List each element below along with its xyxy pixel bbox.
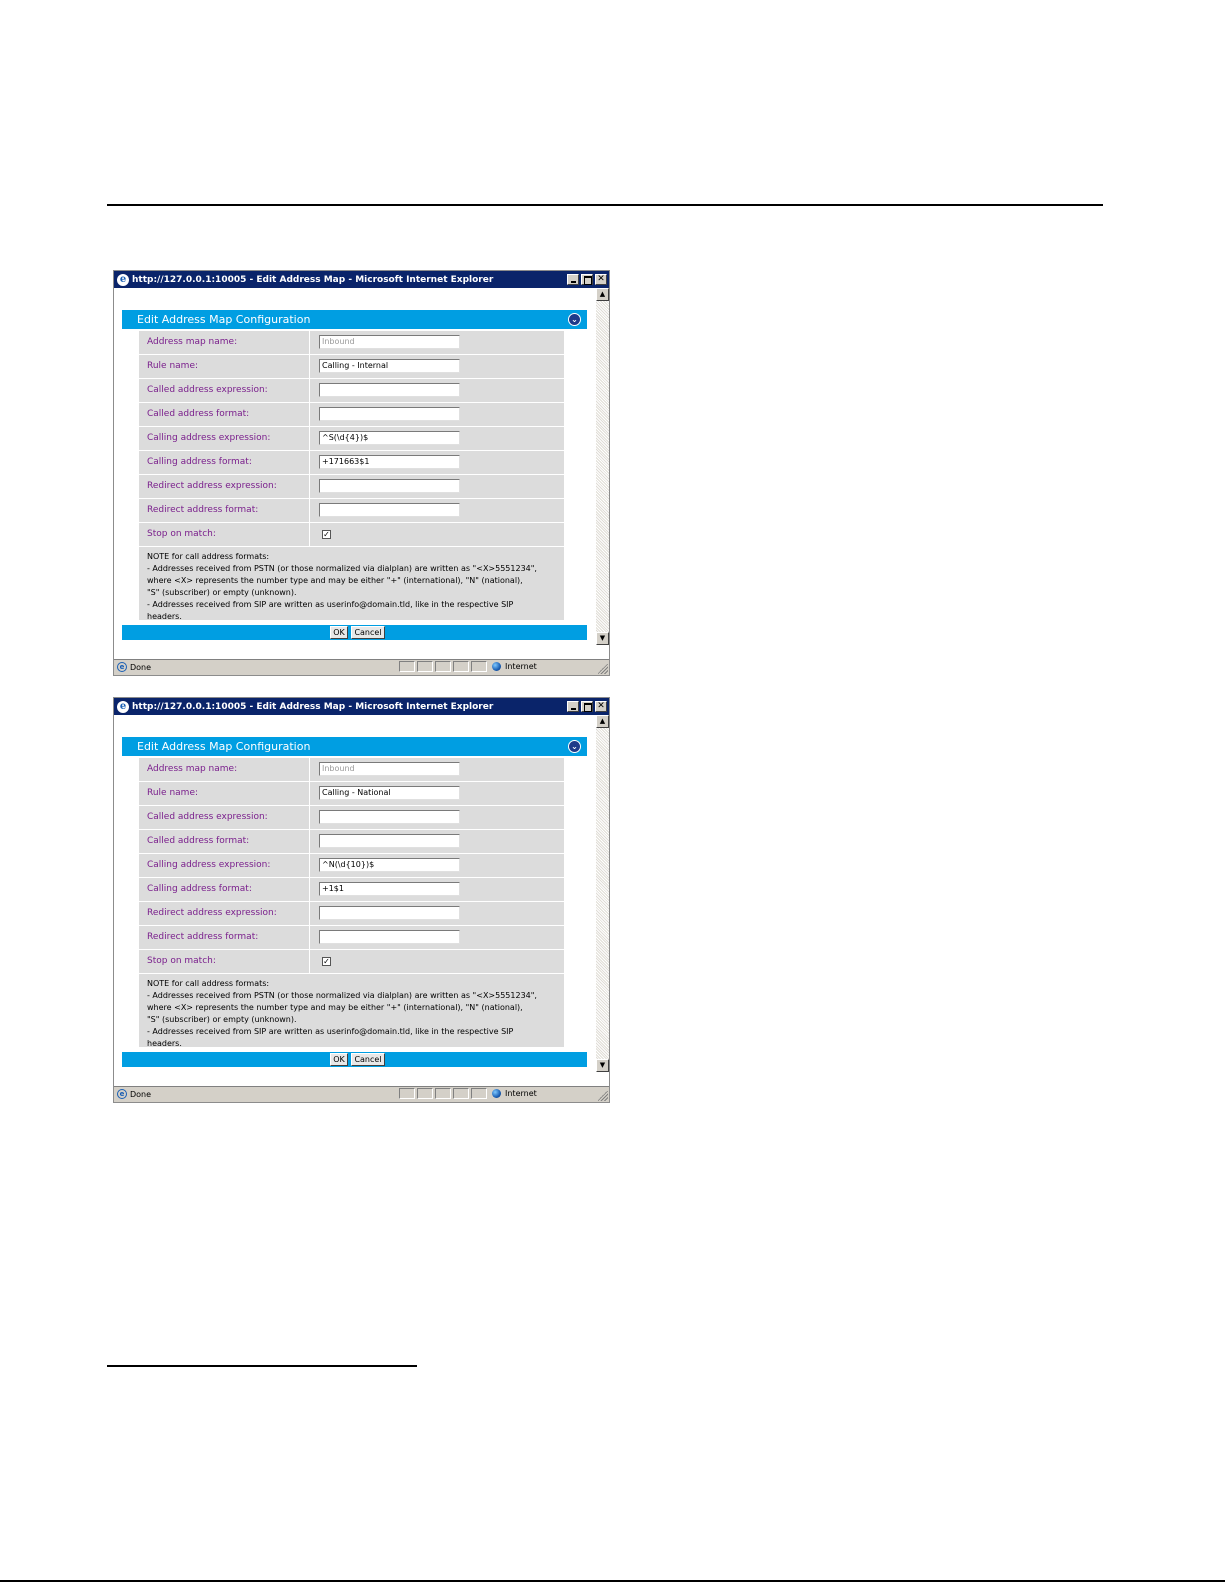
security-zone [492,1089,537,1098]
column-divider [309,926,310,949]
status-panel [417,1088,433,1099]
calling-address-expression-input[interactable]: ^N(\d{10})$ [319,858,460,872]
form-row-redirect-address-expression [139,902,564,925]
calling-address-format-input[interactable]: +1$1 [319,882,460,896]
minimize-button[interactable] [567,701,579,712]
status-panel [399,1088,415,1099]
button-bar [122,625,587,640]
title-bar [114,698,609,715]
form-row-redirect-address-format [139,926,564,949]
ie-app-icon: e [117,701,129,713]
status-bar [114,1086,609,1102]
column-divider [309,830,310,853]
field-label: Called address format: [147,409,250,419]
field-label: Calling address format: [147,457,252,467]
page-status-icon: e [117,1089,127,1099]
zone-text: Internet [505,662,537,671]
note-line: headers. [147,612,182,621]
column-divider [309,758,310,781]
cancel-button[interactable]: Cancel [351,1053,385,1066]
form-row-called-address-format [139,830,564,853]
window-title: http://127.0.0.1:10005 - Edit Address Map - Microsoft Internet Explorer [132,274,494,285]
maximize-icon [584,703,592,712]
chevron-down-icon[interactable]: ⌄ [568,740,581,753]
address-map-name-input: Inbound [319,335,460,349]
column-divider [309,950,310,973]
form-row-calling-address-expression [139,854,564,877]
status-panel [417,661,433,672]
column-divider [309,499,310,522]
form-row-called-address-format [139,403,564,426]
note-line: where <X> represents the number type and may be either "+" (international), "N" (national), [147,1003,523,1012]
zone-text: Internet [505,1089,537,1098]
column-divider [309,331,310,354]
note-line: - Addresses received from PSTN (or those normalized via dialplan) are written as "<X>5551234", [147,564,537,573]
field-label: Calling address expression: [147,433,271,443]
note-line: NOTE for call address formats: [147,979,270,988]
config-header-bar [122,737,587,756]
form-row-redirect-address-expression [139,475,564,498]
top-horizontal-rule [107,204,1103,206]
status-done [117,1089,151,1099]
status-text: Done [130,1089,152,1099]
resize-grip-icon[interactable] [598,1091,608,1101]
format-note [139,974,564,1047]
page-content [114,715,596,1072]
form-row-redirect-address-format [139,499,564,522]
status-bar [114,659,609,675]
column-divider [309,427,310,450]
form-row-stop-on-match [139,523,564,546]
address-map-form [139,331,564,620]
column-divider [309,902,310,925]
format-note [139,547,564,620]
form-row-rule-name [139,782,564,805]
address-map-name-input: Inbound [319,762,460,776]
called-address-expression-input[interactable] [319,383,460,397]
note-line: - Addresses received from SIP are written as userinfo@domain.tld, like in the respective SIP [147,600,514,609]
form-row-stop-on-match [139,950,564,973]
page-content [114,288,596,645]
status-panel [435,661,451,672]
title-bar [114,271,609,288]
called-address-format-input[interactable] [319,834,460,848]
config-header-title: Edit Address Map Configuration [137,313,311,326]
window-title: http://127.0.0.1:10005 - Edit Address Map - Microsoft Internet Explorer [132,701,494,712]
form-row-address-map-name [139,331,564,354]
note-line: - Addresses received from PSTN (or those normalized via dialplan) are written as "<X>5551234", [147,991,537,1000]
called-address-format-input[interactable] [319,407,460,421]
field-label: Redirect address format: [147,505,259,515]
field-label: Called address expression: [147,385,268,395]
status-panel [471,661,487,672]
ok-button[interactable]: OK [330,626,348,639]
stop-on-match-checkbox[interactable]: ✓ [323,530,330,539]
column-divider [309,379,310,402]
vertical-scrollbar[interactable] [596,715,609,1072]
form-row-calling-address-format [139,451,564,474]
rule-name-input[interactable]: Calling - National [319,786,460,800]
scroll-down-icon[interactable]: ▼ [596,1059,609,1072]
status-panel [435,1088,451,1099]
scroll-up-icon[interactable]: ▲ [596,715,609,728]
resize-grip-icon[interactable] [598,664,608,674]
status-panel [453,1088,469,1099]
calling-address-expression-input[interactable]: ^S(\d{4})$ [319,431,460,445]
bottom-page-rule [0,1580,1225,1582]
note-line: - Addresses received from SIP are written as userinfo@domain.tld, like in the respective SIP [147,1027,514,1036]
field-label: Redirect address format: [147,932,259,942]
footnote-rule [107,1365,417,1367]
column-divider [309,806,310,829]
maximize-button[interactable] [581,274,593,285]
note-line: "S" (subscriber) or empty (unknown). [147,1015,297,1024]
form-row-called-address-expression [139,379,564,402]
field-label: Rule name: [147,788,199,798]
status-panel [453,661,469,672]
field-label: Calling address format: [147,884,252,894]
globe-icon [492,662,501,671]
note-line: where <X> represents the number type and may be either "+" (international), "N" (national), [147,576,523,585]
column-divider [309,782,310,805]
minimize-button[interactable] [567,274,579,285]
config-header-title: Edit Address Map Configuration [137,740,311,753]
calling-address-format-input[interactable]: +171663$1 [319,455,460,469]
close-button[interactable] [595,701,607,712]
field-label: Address map name: [147,337,238,347]
status-panel [471,1088,487,1099]
field-label: Address map name: [147,764,238,774]
column-divider [309,523,310,546]
column-divider [309,854,310,877]
field-label: Redirect address expression: [147,908,277,918]
page-status-icon: e [117,662,127,672]
close-button[interactable] [595,274,607,285]
note-line: headers. [147,1039,182,1048]
field-label: Calling address expression: [147,860,271,870]
status-text: Done [130,662,152,672]
field-label: Stop on match: [147,529,216,539]
note-line: NOTE for call address formats: [147,552,270,561]
maximize-icon [584,276,592,285]
maximize-button[interactable] [581,701,593,712]
stop-on-match-checkbox[interactable]: ✓ [323,957,330,966]
status-panel [399,661,415,672]
minimize-icon [571,281,576,283]
cancel-button[interactable]: Cancel [351,626,385,639]
form-row-calling-address-expression [139,427,564,450]
chevron-down-icon[interactable]: ⌄ [568,313,581,326]
browser-window-national [113,697,610,1103]
field-label: Called address expression: [147,812,268,822]
browser-window-internal [113,270,610,676]
form-row-rule-name [139,355,564,378]
address-map-form [139,758,564,1047]
column-divider [309,451,310,474]
button-bar [122,1052,587,1067]
field-label: Stop on match: [147,956,216,966]
column-divider [309,475,310,498]
scroll-down-icon[interactable]: ▼ [596,632,609,645]
close-icon: ✕ [597,701,605,711]
form-row-calling-address-format [139,878,564,901]
ok-button[interactable]: OK [330,1053,348,1066]
minimize-icon [571,708,576,710]
field-label: Called address format: [147,836,250,846]
column-divider [309,878,310,901]
close-icon: ✕ [597,274,605,284]
rule-name-input[interactable]: Calling - Internal [319,359,460,373]
redirect-address-format-input[interactable] [319,503,460,517]
form-row-called-address-expression [139,806,564,829]
called-address-expression-input[interactable] [319,810,460,824]
redirect-address-expression-input[interactable] [319,479,460,493]
security-zone [492,662,537,671]
config-header-bar [122,310,587,329]
note-line: "S" (subscriber) or empty (unknown). [147,588,297,597]
ie-app-icon: e [117,274,129,286]
field-label: Redirect address expression: [147,481,277,491]
status-done [117,662,151,672]
redirect-address-format-input[interactable] [319,930,460,944]
scroll-up-icon[interactable]: ▲ [596,288,609,301]
form-row-address-map-name [139,758,564,781]
globe-icon [492,1089,501,1098]
field-label: Rule name: [147,361,199,371]
vertical-scrollbar[interactable] [596,288,609,645]
redirect-address-expression-input[interactable] [319,906,460,920]
column-divider [309,355,310,378]
column-divider [309,403,310,426]
